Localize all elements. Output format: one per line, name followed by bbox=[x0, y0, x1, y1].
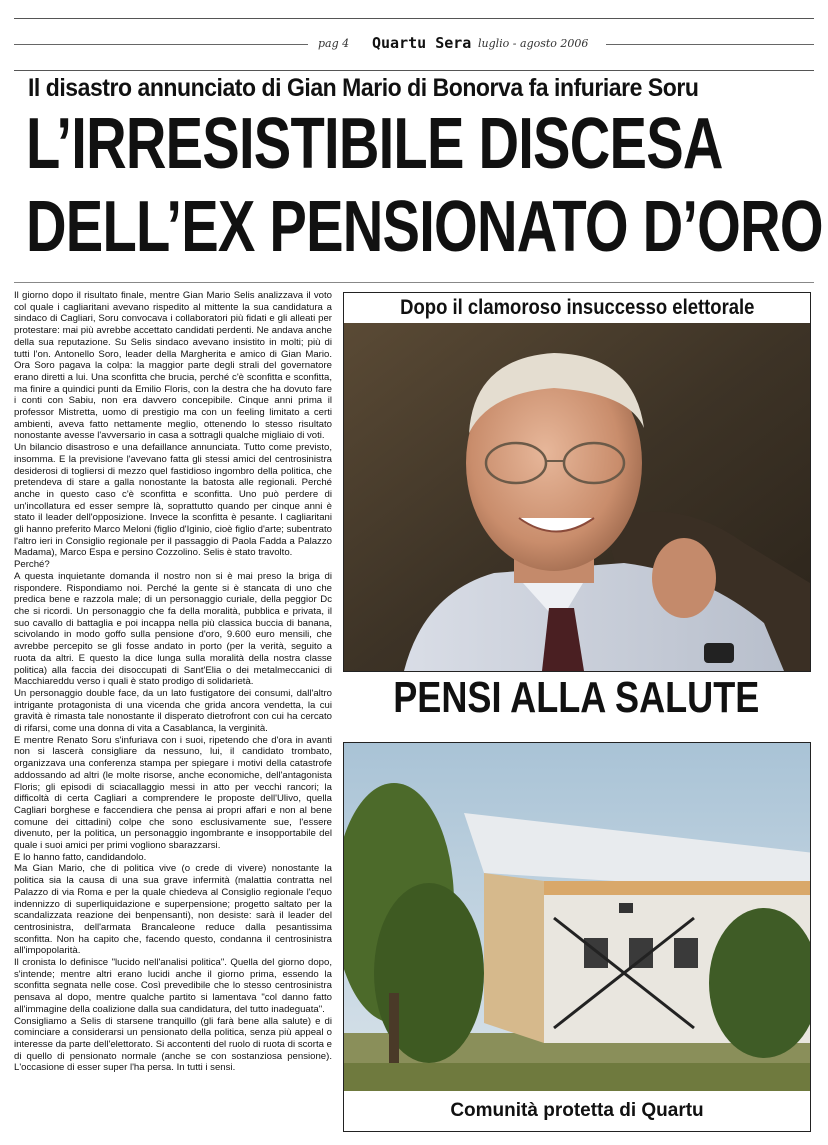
masthead bbox=[0, 34, 828, 54]
article-body bbox=[14, 290, 332, 1138]
top-rule bbox=[14, 18, 814, 19]
article-kicker: Il disastro annunciato di Gian Mario di Bonorva fa infuriare Soru bbox=[28, 74, 699, 102]
headline-line-1: L’IRRESISTIBILE DISCESA bbox=[26, 104, 723, 184]
building-photo bbox=[344, 743, 810, 1091]
article-paragraph: E lo hanno fatto, candidandolo. bbox=[14, 851, 147, 863]
article-paragraph: Un bilancio disastroso e una defaillance annunciata. Tutto come previsto, insomma. E la previsione l'avevano fatta gli stessi amici del centrosinistra desiderosi di togliersi di mezzo quel fastidioso ingombro della politica, che pretendeva di stare a galla nonostante la batosta alle regionali. Perché anche in questo caso c'è sconfitta e sconfitta. Uno può perdere di un'incollatura ed esser sempre là, soprattutto quando per cinque anni è stato il leader dell'opposizione. Invece la sconfitta è pesante. I cagliaritani gli hanno preferito Marco Meloni (figlio d'Iginio, cioè figlio d'arte; subentrato l'altro ieri in Consiglio regionale per il passaggio di Paola Fadda a Palazzo Madama), Marco Espa e persino Cozzolino. Selis è stato travolto. bbox=[14, 442, 332, 559]
article-paragraph: E mentre Renato Soru s'infuriava con i suoi, ripetendo che d'ora in avanti non si lascerà consigliare da nessuno, lui, il candidato trombato, organizzava una conferenza stampa per spiegare i motivi della catastrofe addossando ad altri (le molte risorse, anche economiche, dell'antagonista Floris; gli episodi di sciacallaggio messi in atto per vecchi rancori; la difficoltà di certa Cagliari a comprendere le proposte dell'Ulivo, quella Cagliari borghese e faccendiera che pensa ai propri affari e non al bene comune dei cittadini) colpe che sono esclusivamente sue, l'essere divenuto, per la politica, un personaggio ingombrante e insopportabile del quale i suoi amici per primi vogliono sbarazzarsi. bbox=[14, 734, 332, 852]
headline-bottom-rule bbox=[14, 282, 814, 283]
masthead-bottom-rule bbox=[14, 70, 814, 71]
issue-date: luglio - agosto 2006 bbox=[478, 37, 589, 50]
newspaper-title: Quartu Sera bbox=[372, 34, 472, 52]
article-paragraph: Un personaggio double face, da un lato fustigatore dei consumi, dall'altro intrigante protagonista di una vicenda che grida ancora vendetta, la cui gravità è rimasta tale nonostante il disperato dietrofront con cui ha cercato di rifarsi, come una donna di vita a Casablanca, la verginità. bbox=[14, 687, 332, 735]
section-subhead: PENSI ALLA SALUTE bbox=[392, 673, 760, 722]
building-photo-frame bbox=[343, 742, 811, 1132]
article-paragraph: Ma Gian Mario, che di politica vive (o crede di vivere) nonostante la politica sia la causa di una sua grave infermità (malattia contratta nel Palazzo di via Roma e per la quale chiedeva al Consiglio regionale l'equo indennizzo di superliquidazione e superpensione; progetto saltato per la scandalizzata reazione dei benpensanti), non desiste: sarà il leader del centrosinistra, dell'armata Brancaleone reduce dalla pesantissima sconfitta. Non ha capito che, facendo questo, condanna il centrosinistra all'impopolarità. bbox=[14, 863, 332, 957]
page-number: pag 4 bbox=[318, 37, 350, 50]
portrait-photo bbox=[344, 323, 810, 671]
portrait-photo-frame bbox=[343, 292, 811, 672]
article-paragraph: Perché? bbox=[14, 559, 50, 571]
article-paragraph: A questa inquietante domanda il nostro non si è mai preso la briga di rispondere. Rispondiamo noi. Perché la gente si è stancata di uno che predica bene e razzola male; di un personaggio curiale, della peggior Dc che si ricordi. Un personaggio che fa della moralità, pubblica e privata, il suo cavallo di battaglia e poi incappa nella più classica buccia di banana, scivolando in modo goffo sulla pensione d'oro, 9.600 euro mensili, che avrebbe percepito se gli fosse andato in porto (per la verità, seguito a ruota da altri. E questo la dice lunga sulla moralità della nostra classe politica) alla faccia dei disoccupati di Sant'Elia o dei metalmeccanici di Macchiareddu verso i quali è stato prodigo di solidarietà. bbox=[14, 570, 332, 688]
building-caption: Comunità protetta di Quartu bbox=[344, 1091, 810, 1131]
masthead-left-line bbox=[14, 44, 308, 45]
article-paragraph: Consigliamo a Selis di starsene tranquillo (gli farà bene alla salute) e di cominciare a considerarsi un pensionato della politica, senza più appeal o interesse da parte dell'elettorato. Si accontenti del ruolo di ruota di scorta e di quello di pensionato normale (anche se con sostanziosa pensione). L'occasione di esser super l'ha persa. In tutti i sensi. bbox=[14, 1015, 332, 1074]
article-paragraph: Il cronista lo definisce "lucido nell'analisi politica". Quella del giorno dopo, s'intende; mentre altri erano lucidi anche il giorno prima, essendo la sconfitta segnata nelle cose. Così prevedibile che lo stesso centrosinistra pensava al dopo, mentre qualche partito si lamentava "col danno fatto all'immagine della coalizione dalla sua candidatura, del tutto inadeguata". bbox=[14, 957, 332, 1015]
article-paragraph: Il giorno dopo il risultato finale, mentre Gian Mario Selis analizzava il voto col quale i cagliaritani avevano rispedito al mittente la sua candidatura a sindaco di Cagliari, Soru convocava i collaboratori più fidati e gli alleati per protestare: mai più avrebbe accettato candidati perdenti. Ne andava anche della sua reputazione. Su Selis sindaco avevano insistito in molti; più di tutti l'on. Antonello Soro, leader della Margherita e amico di Gian Mario. Ora Soro pagava la colpa: la maggior parte degli strali del governatore erano diretti a lui. Una sconfitta che brucia, perché c'è sconfitta e sconfitta, ma finire a quindici punti da Emilio Floris, con la destra che ha dovuto fare i conti con Sabiu, non era davvero concepibile. Cinque anni prima il professor Mistretta, uomo di prestigio ma con un feeling limitato a certi ambienti, aveva fatto nettamente meglio, ottenendo lo stesso risultato nonostante avesse l'avversario in casa a sottragli qualche migliaio di voti. bbox=[14, 290, 332, 442]
masthead-right-line bbox=[606, 44, 814, 45]
headline-line-2: DELL’EX PENSIONATO D’ORO bbox=[26, 187, 823, 267]
portrait-caption: Dopo il clamoroso insuccesso elettorale bbox=[344, 293, 810, 323]
